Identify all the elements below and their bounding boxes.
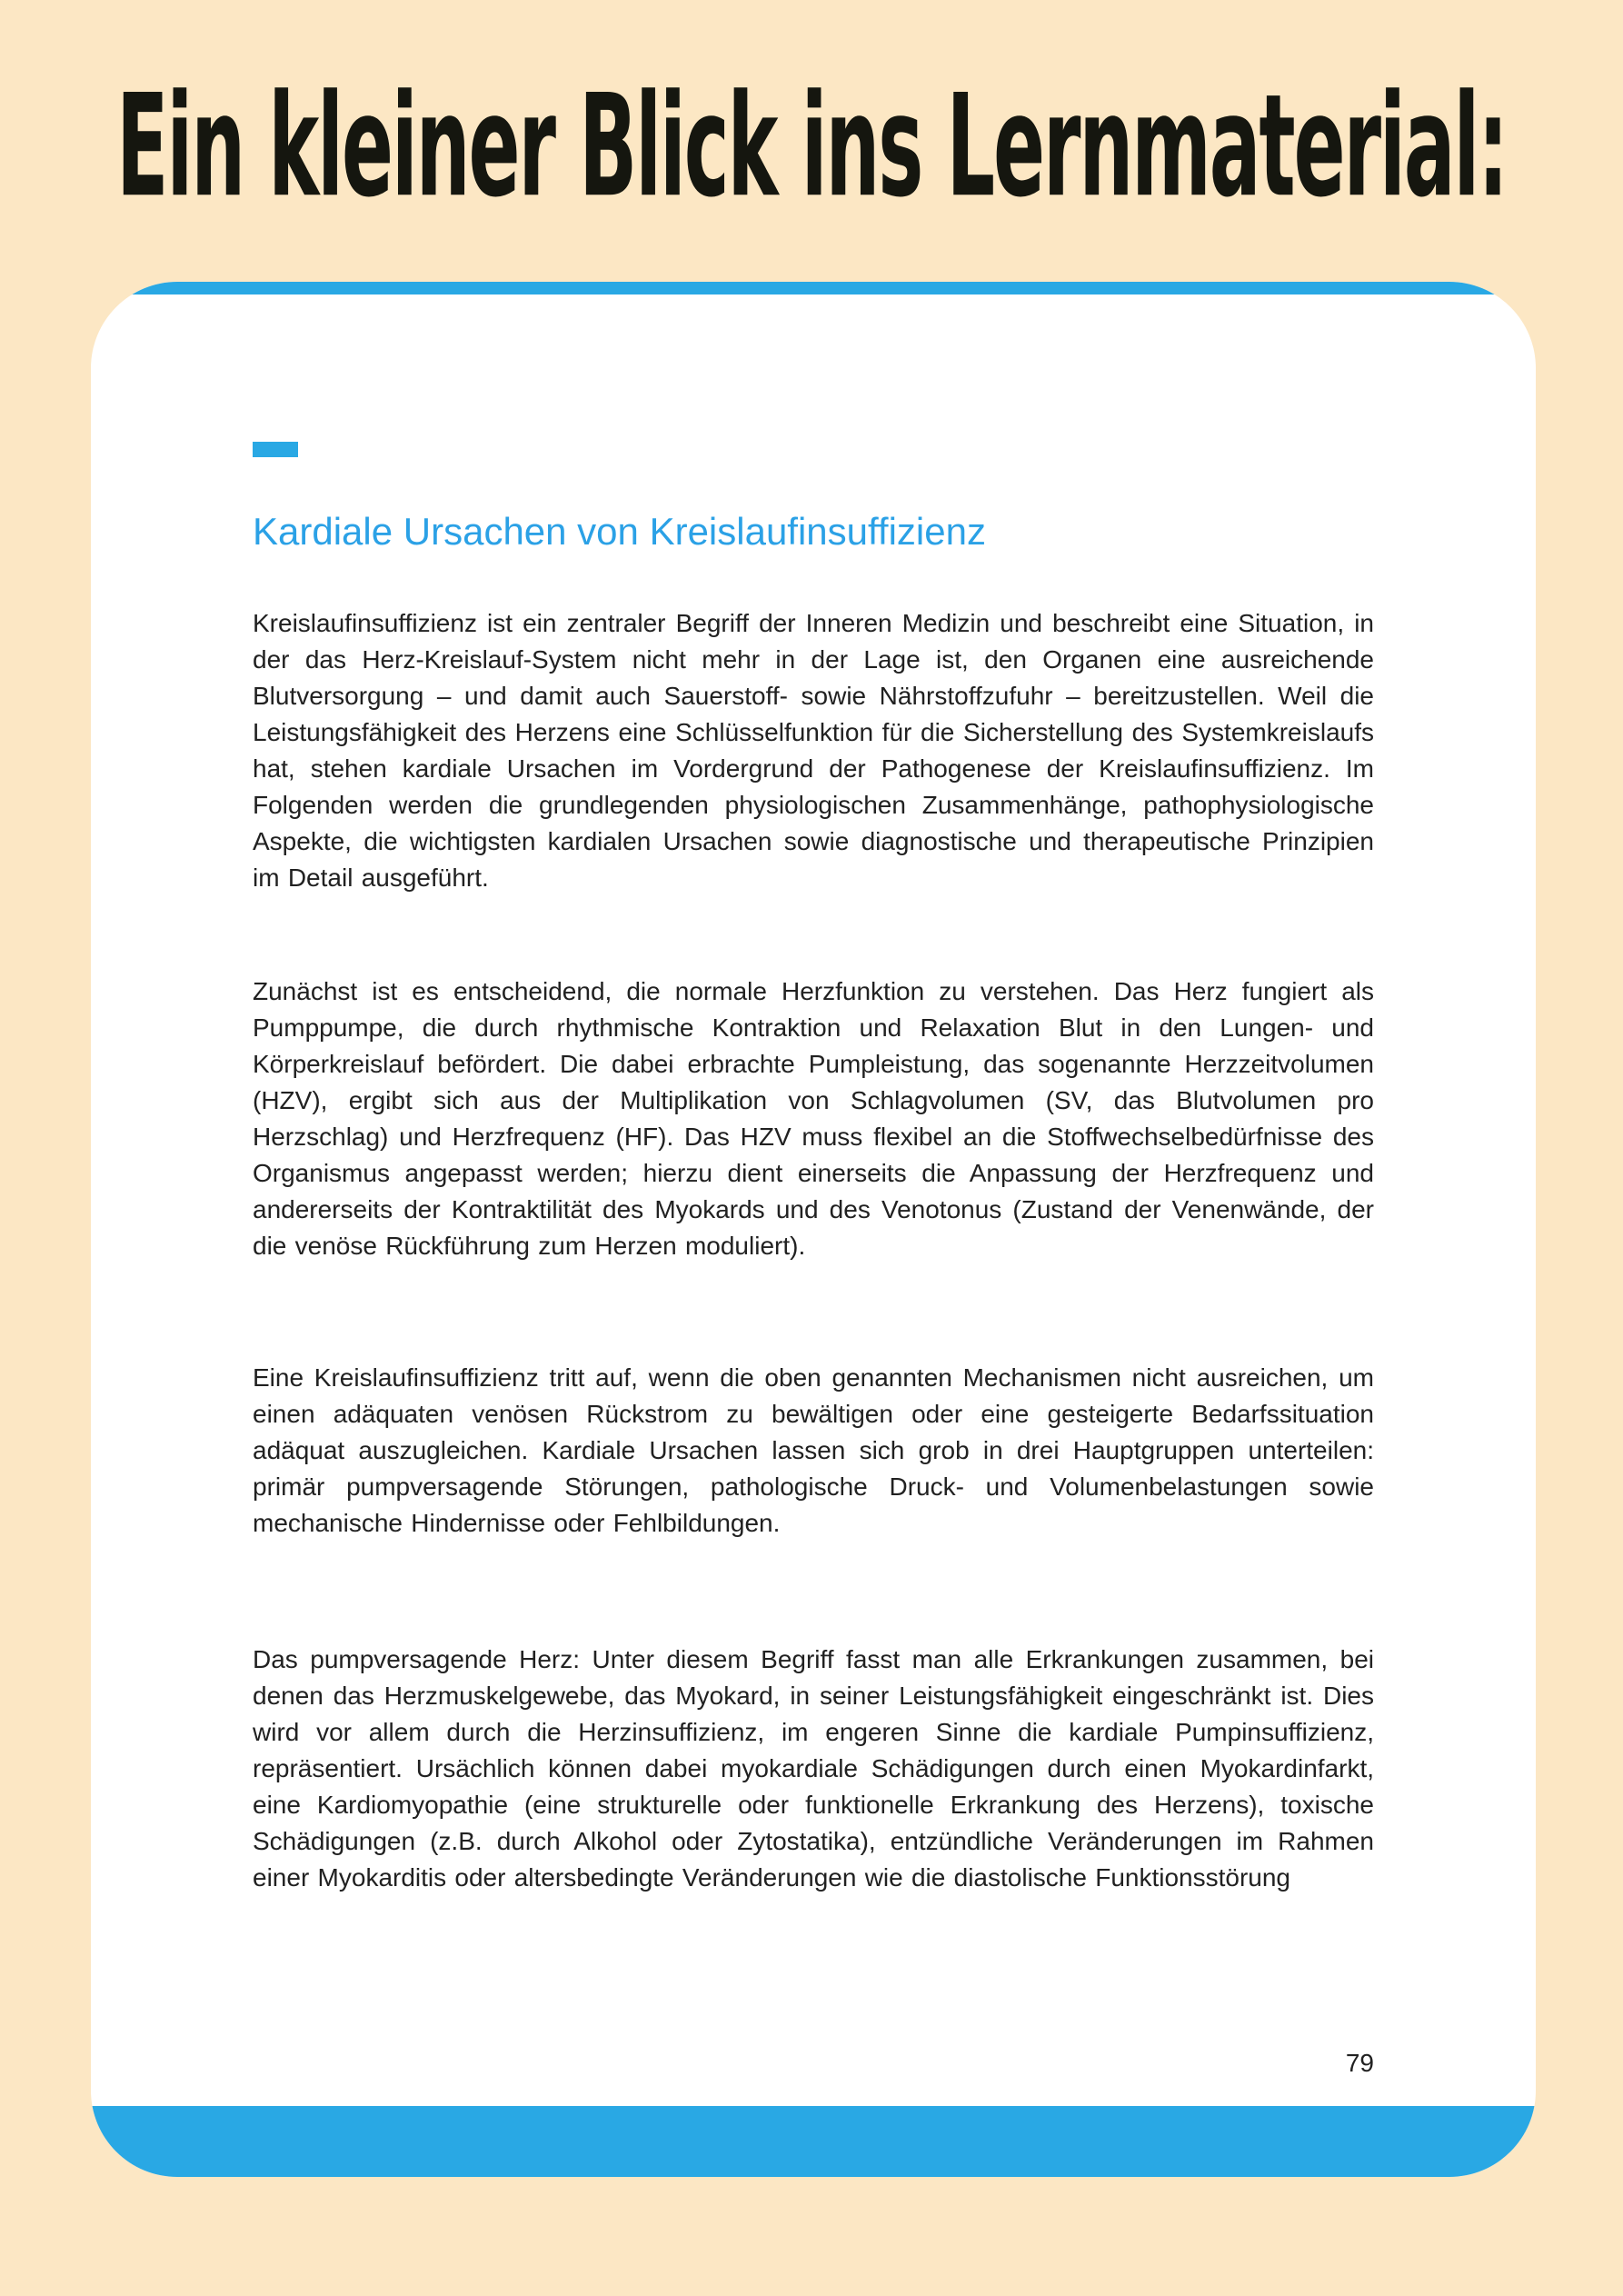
learning-material-page (91, 282, 1536, 2177)
paragraph: Eine Kreislaufinsuffizienz tritt auf, wenn die oben genannten Mechanismen nicht ausreichen, um einen adäquaten venösen Rückstrom zu bewältigen oder eine gesteigerte Bedarfssituation adäquat auszugleichen. Kardiale Ursachen lassen sich grob in drei Hauptgruppen unterteilen: primär pumpversagende Störungen, pathologische Druck- und Volumenbelastungen sowie mechanische Hindernisse oder Fehlbildungen. (253, 1363, 1374, 1537)
document-heading: Kardiale Ursachen von Kreislaufinsuffizienz (253, 510, 986, 553)
page-number: 79 (1345, 2049, 1374, 2077)
paragraph: Das pumpversagende Herz: Unter diesem Begriff fasst man alle Erkrankungen zusammen, bei denen das Herzmuskelgewebe, das Myokard, in seiner Leistungsfähigkeit eingeschränkt ist. Dies wird vor allem durch die Herzinsuffizienz, im engeren Sinne die kardiale Pumpinsuffizienz, repräsentiert. Ursächlich können dabei myokardiale Schädigungen durch einen Myokardinfarkt, eine Kardiomyopathie (eine strukturelle oder funktionelle Erkrankung des Herzens), toxische Schädigungen (z.B. durch Alkohol oder Zytostatika), entzündliche Veränderungen im Rahmen einer Myokarditis oder altersbedingte Veränderungen wie die diastolische Funktionsstörung (253, 1645, 1374, 1892)
paragraph: Kreislaufinsuffizienz ist ein zentraler Begriff der Inneren Medizin und beschreibt eine Situation, in der das Herz-Kreislauf-System nicht mehr in der Lage ist, den Organen eine ausreichende Blutversorgung – und damit auch Sauerstoff- sowie Nährstoffzufuhr – bereitzustellen. Weil die Leistungsfähigkeit des Herzens eine Schlüsselfunktion für die Sicherstellung des Systemkreislaufs hat, stehen kardiale Ursachen im Vordergrund der Pathogenese der Kreislaufinsuffizienz. Im Folgenden werden die grundlegenden physiologischen Zusammenhänge, pathophysiologische Aspekte, die wichtigsten kardialen Ursachen sowie diagnostische und therapeutische Prinzipien im Detail ausgeführt. (253, 609, 1374, 892)
document-body (253, 605, 1374, 1896)
page-bottom-accent-bar (91, 2106, 1536, 2177)
page-top-accent-bar (91, 282, 1536, 294)
paragraph: Zunächst ist es entscheidend, die normale Herzfunktion zu verstehen. Das Herz fungiert als Pumppumpe, die durch rhythmische Kontraktion und Relaxation Blut in den Lungen- und Körperkreislauf befördert. Die dabei erbrachte Pumpleistung, das sogenannte Herzzeitvolumen (HZV), ergibt sich aus der Multiplikation von Schlagvolumen (SV, das Blutvolumen pro Herzschlag) und Herzfrequenz (HF). Das HZV muss flexibel an die Stoffwechselbedürfnisse des Organismus angepasst werden; hierzu dient einerseits die Anpassung der Herzfrequenz und andererseits der Kontraktilität des Myokards und des Venotonus (Zustand der Venenwände, der die venöse Rückführung zum Herzen moduliert). (253, 977, 1374, 1260)
page-title: Ein kleiner Blick ins Lernmaterial: (116, 64, 1507, 229)
heading-dash (253, 442, 298, 457)
